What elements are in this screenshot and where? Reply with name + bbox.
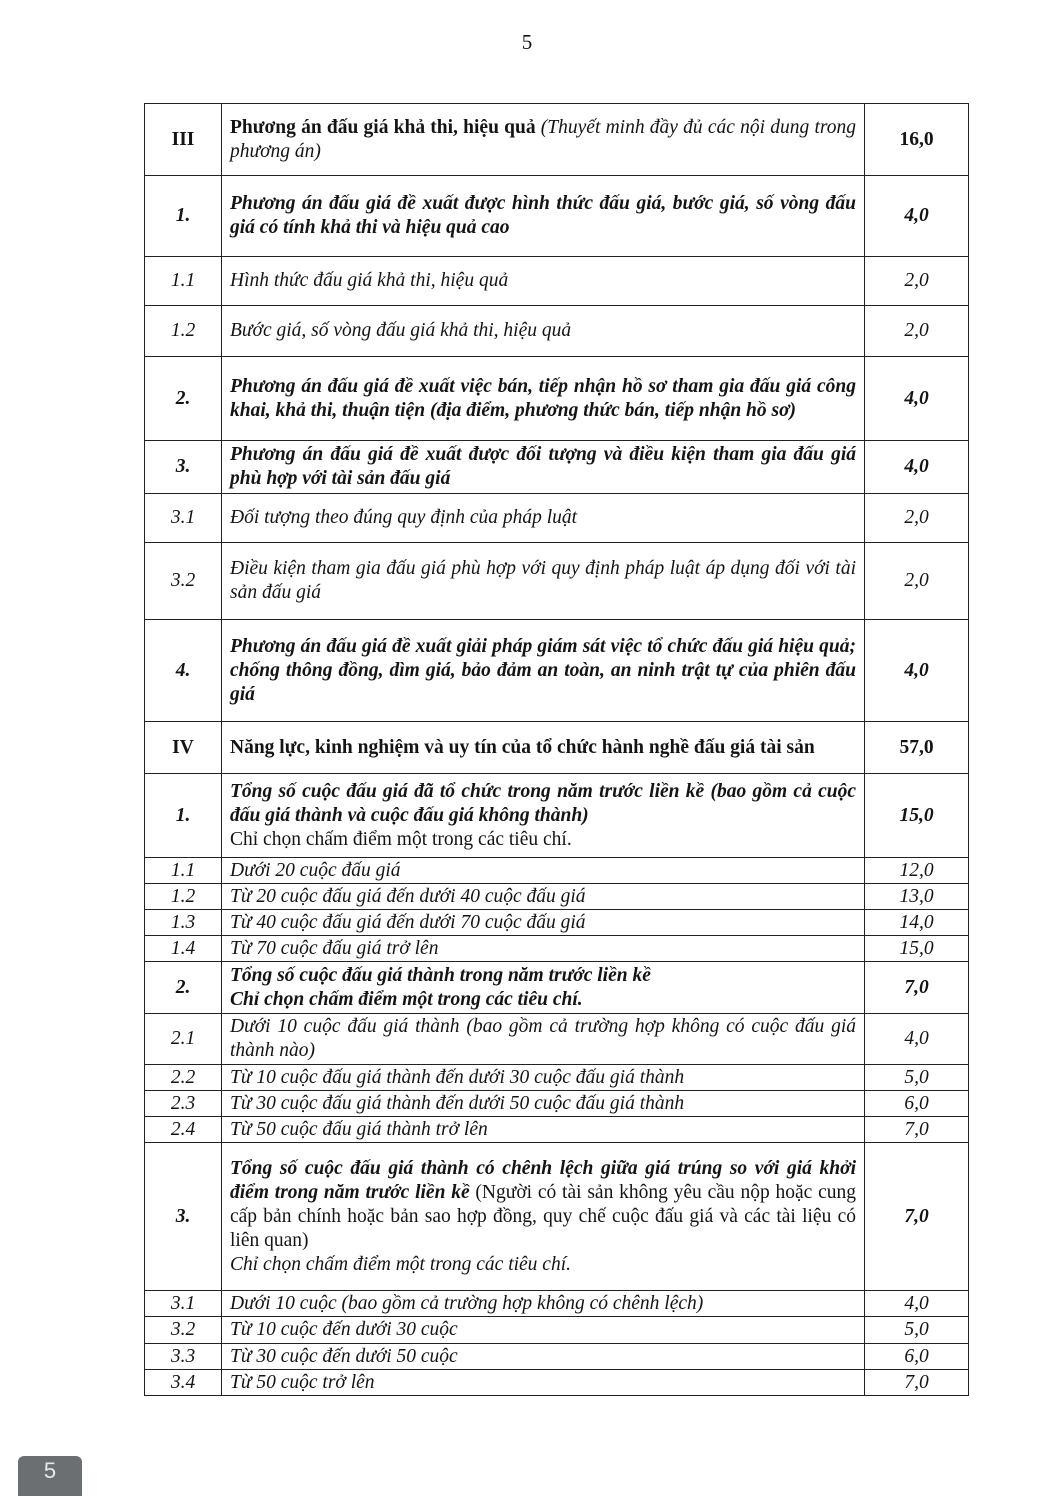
row-score: 2,0 [865, 543, 969, 620]
row-content [222, 858, 865, 884]
row-number: 3.4 [145, 1370, 222, 1396]
table-row [145, 1065, 969, 1091]
row-content [222, 257, 865, 306]
row-score: 57,0 [865, 722, 969, 774]
row-title: Từ 30 cuộc đấu giá thành đến dưới 50 cuộc đấu giá thành [230, 1092, 685, 1114]
row-score: 4,0 [865, 441, 969, 494]
row-title: Từ 10 cuộc đến dưới 30 cuộc [230, 1319, 458, 1340]
row-score: 2,0 [865, 306, 969, 357]
row-number: III [145, 104, 222, 176]
row-number: 1.2 [145, 306, 222, 357]
row-number: 2.1 [145, 1014, 222, 1065]
row-content [222, 1344, 865, 1370]
row-number: 1.1 [145, 257, 222, 306]
row-title: Từ 40 cuộc đấu giá đến dưới 70 cuộc đấu giá [230, 911, 586, 933]
row-number: 3.3 [145, 1344, 222, 1370]
row-title: Dưới 20 cuộc đấu giá [230, 859, 401, 881]
row-content [222, 1370, 865, 1396]
row-score: 15,0 [865, 774, 969, 858]
row-content [222, 774, 865, 858]
page-number: 5 [521, 30, 533, 54]
row-description: (Người có tài sản không yêu cầu nộp hoặc cung cấp bản chính hoặc bản sao hợp đồng, quy chế cuộc đấu giá và các tài liệu có liên quan) [230, 1181, 856, 1251]
row-content [222, 884, 865, 910]
table-row [145, 884, 969, 910]
row-title: Hình thức đấu giá khả thi, hiệu quả [230, 270, 509, 291]
row-content [222, 1065, 865, 1091]
row-content [222, 1014, 865, 1065]
row-number: 1.4 [145, 936, 222, 962]
table-row [145, 176, 969, 257]
table-row [145, 1117, 969, 1143]
row-content [222, 910, 865, 936]
row-score: 4,0 [865, 357, 969, 441]
row-score: 2,0 [865, 494, 969, 543]
row-content [222, 357, 865, 441]
row-score: 13,0 [865, 884, 969, 910]
row-number: 4. [145, 620, 222, 722]
row-content [222, 1117, 865, 1143]
row-score: 6,0 [865, 1091, 969, 1117]
row-number: 3.1 [145, 1291, 222, 1317]
row-score: 4,0 [865, 620, 969, 722]
row-number: 1.1 [145, 858, 222, 884]
row-title: Phương án đấu giá đề xuất giải pháp giám sát việc tổ chức đấu giá hiệu quả; chống thông đồng, dìm giá, bảo đảm an toàn, an ninh trật tự của phiên đấu giá [230, 635, 856, 705]
table-row [145, 620, 969, 722]
row-score: 12,0 [865, 858, 969, 884]
row-content [222, 441, 865, 494]
table-row [145, 910, 969, 936]
table-row [145, 774, 969, 858]
row-title: Từ 10 cuộc đấu giá thành đến dưới 30 cuộc đấu giá thành [230, 1066, 685, 1088]
row-score: 7,0 [865, 1370, 969, 1396]
table-row [145, 494, 969, 543]
row-content [222, 306, 865, 357]
row-title: Tổng số cuộc đấu giá thành có chênh lệch giữa giá trúng so với giá khởi điểm trong năm trước liền kề [230, 1157, 856, 1203]
table-row [145, 936, 969, 962]
row-content [222, 1143, 865, 1291]
table-row [145, 858, 969, 884]
row-score: 5,0 [865, 1317, 969, 1344]
row-title: Từ 30 cuộc đến dưới 50 cuộc [230, 1345, 458, 1367]
row-score: 4,0 [865, 1014, 969, 1065]
row-title: Bước giá, số vòng đấu giá khả thi, hiệu quả [230, 320, 572, 341]
row-score: 7,0 [865, 1117, 969, 1143]
table-row [145, 1014, 969, 1065]
table-row [145, 1317, 969, 1344]
row-number: 3. [145, 1143, 222, 1291]
row-description: (Thuyết minh đầy đủ các nội dung trong phương án) [230, 116, 857, 162]
table-row [145, 1344, 969, 1370]
table-row [145, 1370, 969, 1396]
row-title: Từ 20 cuộc đấu giá đến dưới 40 cuộc đấu giá [230, 885, 586, 907]
table-row [145, 306, 969, 357]
row-title: Dưới 10 cuộc đấu giá thành (bao gồm cả trường hợp không có cuộc đấu giá thành nào) [230, 1016, 856, 1061]
row-title: Từ 50 cuộc đấu giá thành trở lên [230, 1118, 488, 1140]
row-title: Phương án đấu giá đề xuất việc bán, tiếp nhận hồ sơ tham gia đấu giá công khai, khả thi, thuận tiện (địa điểm, phương thức bán, tiếp nhận hồ sơ) [230, 375, 856, 421]
table-row [145, 1143, 969, 1291]
row-content [222, 936, 865, 962]
row-number: 2. [145, 357, 222, 441]
row-score: 6,0 [865, 1344, 969, 1370]
row-content [222, 1317, 865, 1344]
row-score: 15,0 [865, 936, 969, 962]
row-title: Năng lực, kinh nghiệm và uy tín của tổ chức hành nghề đấu giá tài sản [230, 736, 815, 758]
row-score: 5,0 [865, 1065, 969, 1091]
row-number: 2.2 [145, 1065, 222, 1091]
table-row [145, 722, 969, 774]
row-content [222, 722, 865, 774]
row-number: 1. [145, 176, 222, 257]
row-content [222, 1091, 865, 1117]
row-number: 1.3 [145, 910, 222, 936]
row-content [222, 543, 865, 620]
row-content [222, 494, 865, 543]
row-title: Đối tượng theo đúng quy định của pháp luật [230, 507, 578, 528]
row-content [222, 176, 865, 257]
row-score: 14,0 [865, 910, 969, 936]
row-title: Phương án đấu giá khả thi, hiệu quả [230, 116, 536, 138]
row-title: Từ 50 cuộc trở lên [230, 1371, 375, 1393]
table-row [145, 104, 969, 176]
row-number: 2.3 [145, 1091, 222, 1117]
row-title-line2: Chỉ chọn chấm điểm một trong các tiêu chí. [230, 988, 583, 1010]
row-number: 3.2 [145, 1317, 222, 1344]
row-title: Tổng số cuộc đấu giá đã tổ chức trong năm trước liền kề (bao gồm cả cuộc đấu giá thành và cuộc đấu giá không thành) [230, 780, 856, 826]
row-title: Tổng số cuộc đấu giá thành trong năm trước liền kề [230, 964, 651, 986]
row-number: IV [145, 722, 222, 774]
row-number: 3.2 [145, 543, 222, 620]
row-score: 4,0 [865, 1291, 969, 1317]
row-number: 3. [145, 441, 222, 494]
row-number: 3.1 [145, 494, 222, 543]
row-score: 7,0 [865, 962, 969, 1014]
row-content [222, 1291, 865, 1317]
row-title: Điều kiện tham gia đấu giá phù hợp với quy định pháp luật áp dụng đối với tài sản đấu giá [230, 558, 856, 603]
table-row [145, 357, 969, 441]
table-row [145, 441, 969, 494]
row-title: Phương án đấu giá đề xuất được hình thức đấu giá, bước giá, số vòng đấu giá có tính khả thi và hiệu quả cao [230, 193, 856, 238]
row-note: Chỉ chọn chấm điểm một trong các tiêu chí. [230, 828, 572, 850]
table-row [145, 1291, 969, 1317]
row-title: Dưới 10 cuộc (bao gồm cả trường hợp không có chênh lệch) [230, 1292, 704, 1314]
row-number: 2.4 [145, 1117, 222, 1143]
table-row [145, 962, 969, 1014]
row-score: 4,0 [865, 176, 969, 257]
row-content [222, 620, 865, 722]
scoring-criteria-table [144, 103, 969, 1396]
row-score: 16,0 [865, 104, 969, 176]
row-note: Chỉ chọn chấm điểm một trong các tiêu chí. [230, 1253, 572, 1275]
row-score: 7,0 [865, 1143, 969, 1291]
table-row [145, 543, 969, 620]
row-title: Từ 70 cuộc đấu giá trở lên [230, 937, 439, 959]
row-score: 2,0 [865, 257, 969, 306]
table-row [145, 1091, 969, 1117]
page-tab[interactable]: 5 [18, 1456, 82, 1496]
row-title: Phương án đấu giá đề xuất được đối tượng và điều kiện tham gia đấu giá phù hợp với tài sản đấu giá [230, 444, 856, 489]
row-content [222, 104, 865, 176]
table-row [145, 257, 969, 306]
row-number: 1. [145, 774, 222, 858]
row-number: 2. [145, 962, 222, 1014]
row-content [222, 962, 865, 1014]
row-number: 1.2 [145, 884, 222, 910]
